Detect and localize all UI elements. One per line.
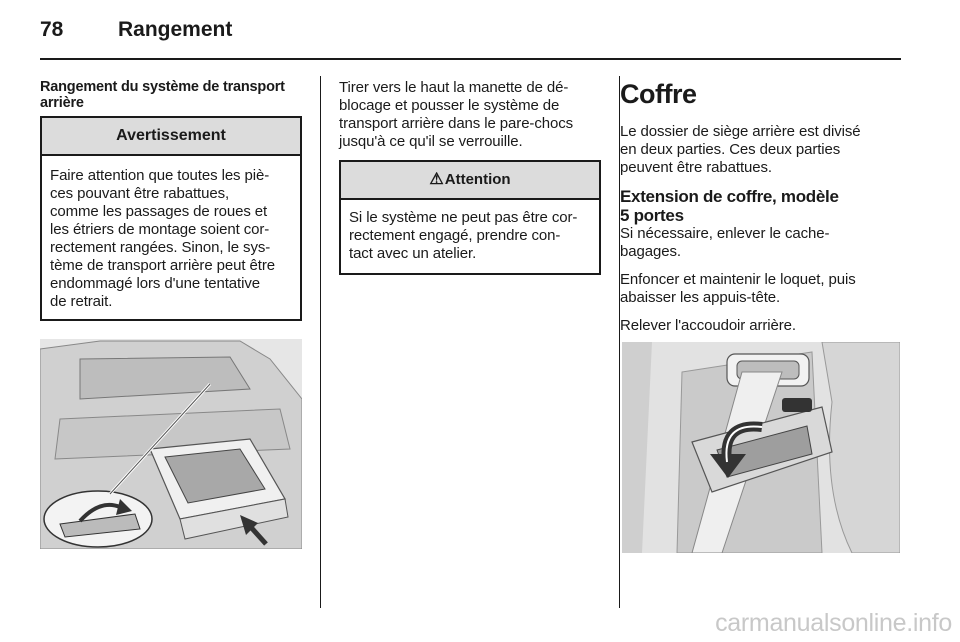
watermark: carmanualsonline.info <box>715 609 952 637</box>
intro-paragraph: Le dossier de siège arrière est divisé en deux parties. Ces deux parties peuvent être rabattues. <box>620 123 861 176</box>
column-1 <box>40 79 302 321</box>
armrest-illustration <box>622 342 900 553</box>
column-3 <box>620 79 902 345</box>
header-rule <box>40 58 901 60</box>
attention-box-title: ⚠Attention <box>341 162 599 200</box>
column-divider-1 <box>320 76 321 608</box>
attention-box-text: Si le système ne peut pas être cor- rectement engagé, prendre con- tact avec un atelier. <box>349 209 578 262</box>
step-paragraph-2: Enfoncer et maintenir le loquet, puis abaisser les appuis-tête. <box>620 271 856 306</box>
step-paragraph-1: Si nécessaire, enlever le cache- bagages. <box>620 225 830 260</box>
warning-box-text: Faire attention que toutes les piè- ces pouvant être rabattues, comme les passages de roues et les étriers de montage soient cor- rectement rangées. Sinon, le sys- tème de transport arrière peut être endommagé lors d'une tentative de retrait. <box>50 167 275 310</box>
rear-carrier-illustration <box>40 339 302 549</box>
section-title: Coffre <box>620 79 697 109</box>
page-number: 78 <box>40 18 64 41</box>
section-subheading: Rangement du système de transport arrière <box>40 79 285 111</box>
warning-box <box>40 116 302 321</box>
subsection-heading: Extension de coffre, modèle 5 portes <box>620 187 839 225</box>
warning-triangle-icon: ⚠ <box>429 171 444 188</box>
page-title: Rangement <box>118 18 233 41</box>
column-2 <box>339 79 601 275</box>
step-paragraph-3: Relever l'accoudoir arrière. <box>620 317 796 334</box>
warning-box-title: Avertissement <box>42 118 300 156</box>
carrier-instructions: Tirer vers le haut la manette de dé- blocage et pousser le système de transport arrière dans le pare-chocs jusqu'à ce qu'il se verrouille. <box>339 79 574 150</box>
attention-box <box>339 160 601 275</box>
